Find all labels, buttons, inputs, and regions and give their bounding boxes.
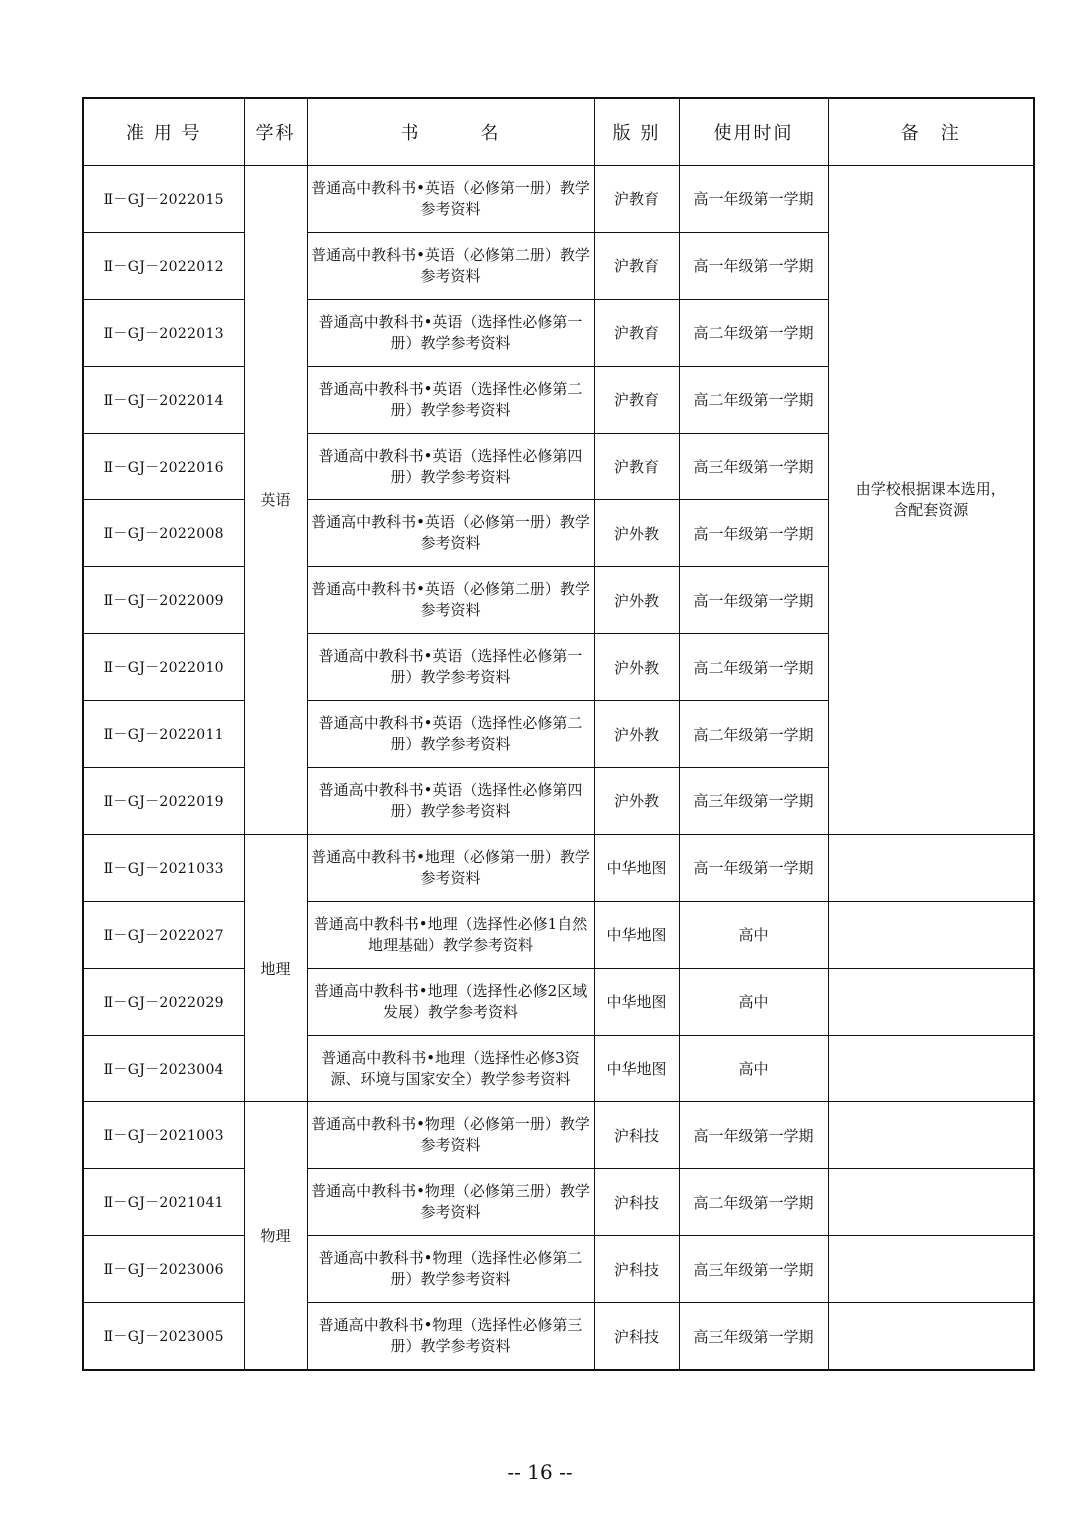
note-cell	[828, 968, 1034, 1035]
publisher-cell: 沪教育	[594, 299, 679, 366]
publisher-cell: 中华地图	[594, 968, 679, 1035]
time-cell: 高三年级第一学期	[679, 768, 828, 835]
code-cell: Ⅱ－GJ－2021033	[83, 834, 244, 901]
code-cell: Ⅱ－GJ－2023004	[83, 1035, 244, 1102]
note-cell	[828, 1169, 1034, 1236]
note-cell	[828, 1035, 1034, 1102]
publisher-cell: 沪外教	[594, 768, 679, 835]
title-cell: 普通高中教科书•物理（必修第一册）教学参考资料	[307, 1102, 594, 1169]
code-cell: Ⅱ－GJ－2022010	[83, 634, 244, 701]
table-row	[83, 968, 1034, 1035]
time-cell: 高一年级第一学期	[679, 166, 828, 233]
publisher-cell: 沪教育	[594, 232, 679, 299]
publisher-cell: 沪科技	[594, 1169, 679, 1236]
title-cell: 普通高中教科书•英语（必修第二册）教学参考资料	[307, 567, 594, 634]
code-cell: Ⅱ－GJ－2022012	[83, 232, 244, 299]
time-cell: 高一年级第一学期	[679, 500, 828, 567]
header-subject: 学科	[244, 98, 307, 166]
header-note: 备 注	[828, 98, 1034, 166]
code-cell: Ⅱ－GJ－2021041	[83, 1169, 244, 1236]
table-row	[83, 1169, 1034, 1236]
table-row	[83, 1303, 1034, 1370]
subject-cell: 英语	[244, 166, 307, 835]
table-row	[83, 901, 1034, 968]
publisher-cell: 沪外教	[594, 701, 679, 768]
publisher-cell: 沪科技	[594, 1102, 679, 1169]
time-cell: 高一年级第一学期	[679, 232, 828, 299]
table-body	[83, 166, 1034, 1371]
code-cell: Ⅱ－GJ－2022013	[83, 299, 244, 366]
publisher-cell: 中华地图	[594, 901, 679, 968]
publisher-cell: 沪教育	[594, 166, 679, 233]
publisher-cell: 中华地图	[594, 1035, 679, 1102]
time-cell: 高一年级第一学期	[679, 567, 828, 634]
title-cell: 普通高中教科书•英语（必修第一册）教学参考资料	[307, 500, 594, 567]
code-cell: Ⅱ－GJ－2022008	[83, 500, 244, 567]
title-cell: 普通高中教科书•地理（必修第一册）教学参考资料	[307, 834, 594, 901]
title-cell: 普通高中教科书•物理（选择性必修第三册）教学参考资料	[307, 1303, 594, 1370]
note-cell	[828, 834, 1034, 901]
time-cell: 高三年级第一学期	[679, 1303, 828, 1370]
code-cell: Ⅱ－GJ－2022019	[83, 768, 244, 835]
time-cell: 高二年级第一学期	[679, 366, 828, 433]
time-cell: 高二年级第一学期	[679, 701, 828, 768]
title-cell: 普通高中教科书•地理（选择性必修1自然地理基础）教学参考资料	[307, 901, 594, 968]
code-cell: Ⅱ－GJ－2022015	[83, 166, 244, 233]
code-cell: Ⅱ－GJ－2022014	[83, 366, 244, 433]
code-cell: Ⅱ－GJ－2022011	[83, 701, 244, 768]
title-cell: 普通高中教科书•物理（必修第三册）教学参考资料	[307, 1169, 594, 1236]
code-cell: Ⅱ－GJ－2022016	[83, 433, 244, 500]
code-cell: Ⅱ－GJ－2022027	[83, 901, 244, 968]
time-cell: 高中	[679, 1035, 828, 1102]
subject-cell: 物理	[244, 1102, 307, 1370]
table-row	[83, 1102, 1034, 1169]
header-publisher: 版 别	[594, 98, 679, 166]
time-cell: 高二年级第一学期	[679, 1169, 828, 1236]
time-cell: 高中	[679, 968, 828, 1035]
table-row	[83, 834, 1034, 901]
publisher-cell: 沪教育	[594, 433, 679, 500]
publisher-cell: 沪外教	[594, 500, 679, 567]
page-number: -- 16 --	[507, 1460, 573, 1484]
code-cell: Ⅱ－GJ－2021003	[83, 1102, 244, 1169]
title-cell: 普通高中教科书•物理（选择性必修第二册）教学参考资料	[307, 1236, 594, 1303]
code-cell: Ⅱ－GJ－2022029	[83, 968, 244, 1035]
note-text: 由学校根据课本选用，含配套资源	[855, 479, 1006, 519]
time-cell: 高三年级第一学期	[679, 433, 828, 500]
title-cell: 普通高中教科书•英语（选择性必修第二册）教学参考资料	[307, 701, 594, 768]
title-cell: 普通高中教科书•英语（选择性必修第一册）教学参考资料	[307, 634, 594, 701]
code-cell: Ⅱ－GJ－2023006	[83, 1236, 244, 1303]
header-time: 使用时间	[679, 98, 828, 166]
time-cell: 高一年级第一学期	[679, 1102, 828, 1169]
title-cell: 普通高中教科书•英语（选择性必修第一册）教学参考资料	[307, 299, 594, 366]
code-cell: Ⅱ－GJ－2022009	[83, 567, 244, 634]
note-cell	[828, 1236, 1034, 1303]
table-row	[83, 166, 1034, 233]
note-cell	[828, 1102, 1034, 1169]
time-cell: 高二年级第一学期	[679, 634, 828, 701]
note-cell	[828, 901, 1034, 968]
publisher-cell: 中华地图	[594, 834, 679, 901]
note-cell	[828, 1303, 1034, 1370]
table-header-row	[83, 98, 1034, 166]
table-row	[83, 1035, 1034, 1102]
publisher-cell: 沪科技	[594, 1236, 679, 1303]
publisher-cell: 沪教育	[594, 366, 679, 433]
header-title: 书 名	[307, 98, 594, 166]
code-cell: Ⅱ－GJ－2023005	[83, 1303, 244, 1370]
time-cell: 高三年级第一学期	[679, 1236, 828, 1303]
title-cell: 普通高中教科书•地理（选择性必修3资源、环境与国家安全）教学参考资料	[307, 1035, 594, 1102]
title-cell: 普通高中教科书•英语（必修第一册）教学参考资料	[307, 166, 594, 233]
title-cell: 普通高中教科书•英语（选择性必修第四册）教学参考资料	[307, 433, 594, 500]
publisher-cell: 沪外教	[594, 567, 679, 634]
title-cell: 普通高中教科书•英语（选择性必修第二册）教学参考资料	[307, 366, 594, 433]
time-cell: 高二年级第一学期	[679, 299, 828, 366]
title-cell: 普通高中教科书•地理（选择性必修2区域发展）教学参考资料	[307, 968, 594, 1035]
table-row	[83, 1236, 1034, 1303]
title-cell: 普通高中教科书•英语（选择性必修第四册）教学参考资料	[307, 768, 594, 835]
title-cell: 普通高中教科书•英语（必修第二册）教学参考资料	[307, 232, 594, 299]
time-cell: 高一年级第一学期	[679, 834, 828, 901]
textbook-table	[82, 97, 1035, 1371]
note-cell	[828, 166, 1034, 835]
subject-cell: 地理	[244, 834, 307, 1102]
publisher-cell: 沪外教	[594, 634, 679, 701]
header-code: 准 用 号	[83, 98, 244, 166]
time-cell: 高中	[679, 901, 828, 968]
publisher-cell: 沪科技	[594, 1303, 679, 1370]
